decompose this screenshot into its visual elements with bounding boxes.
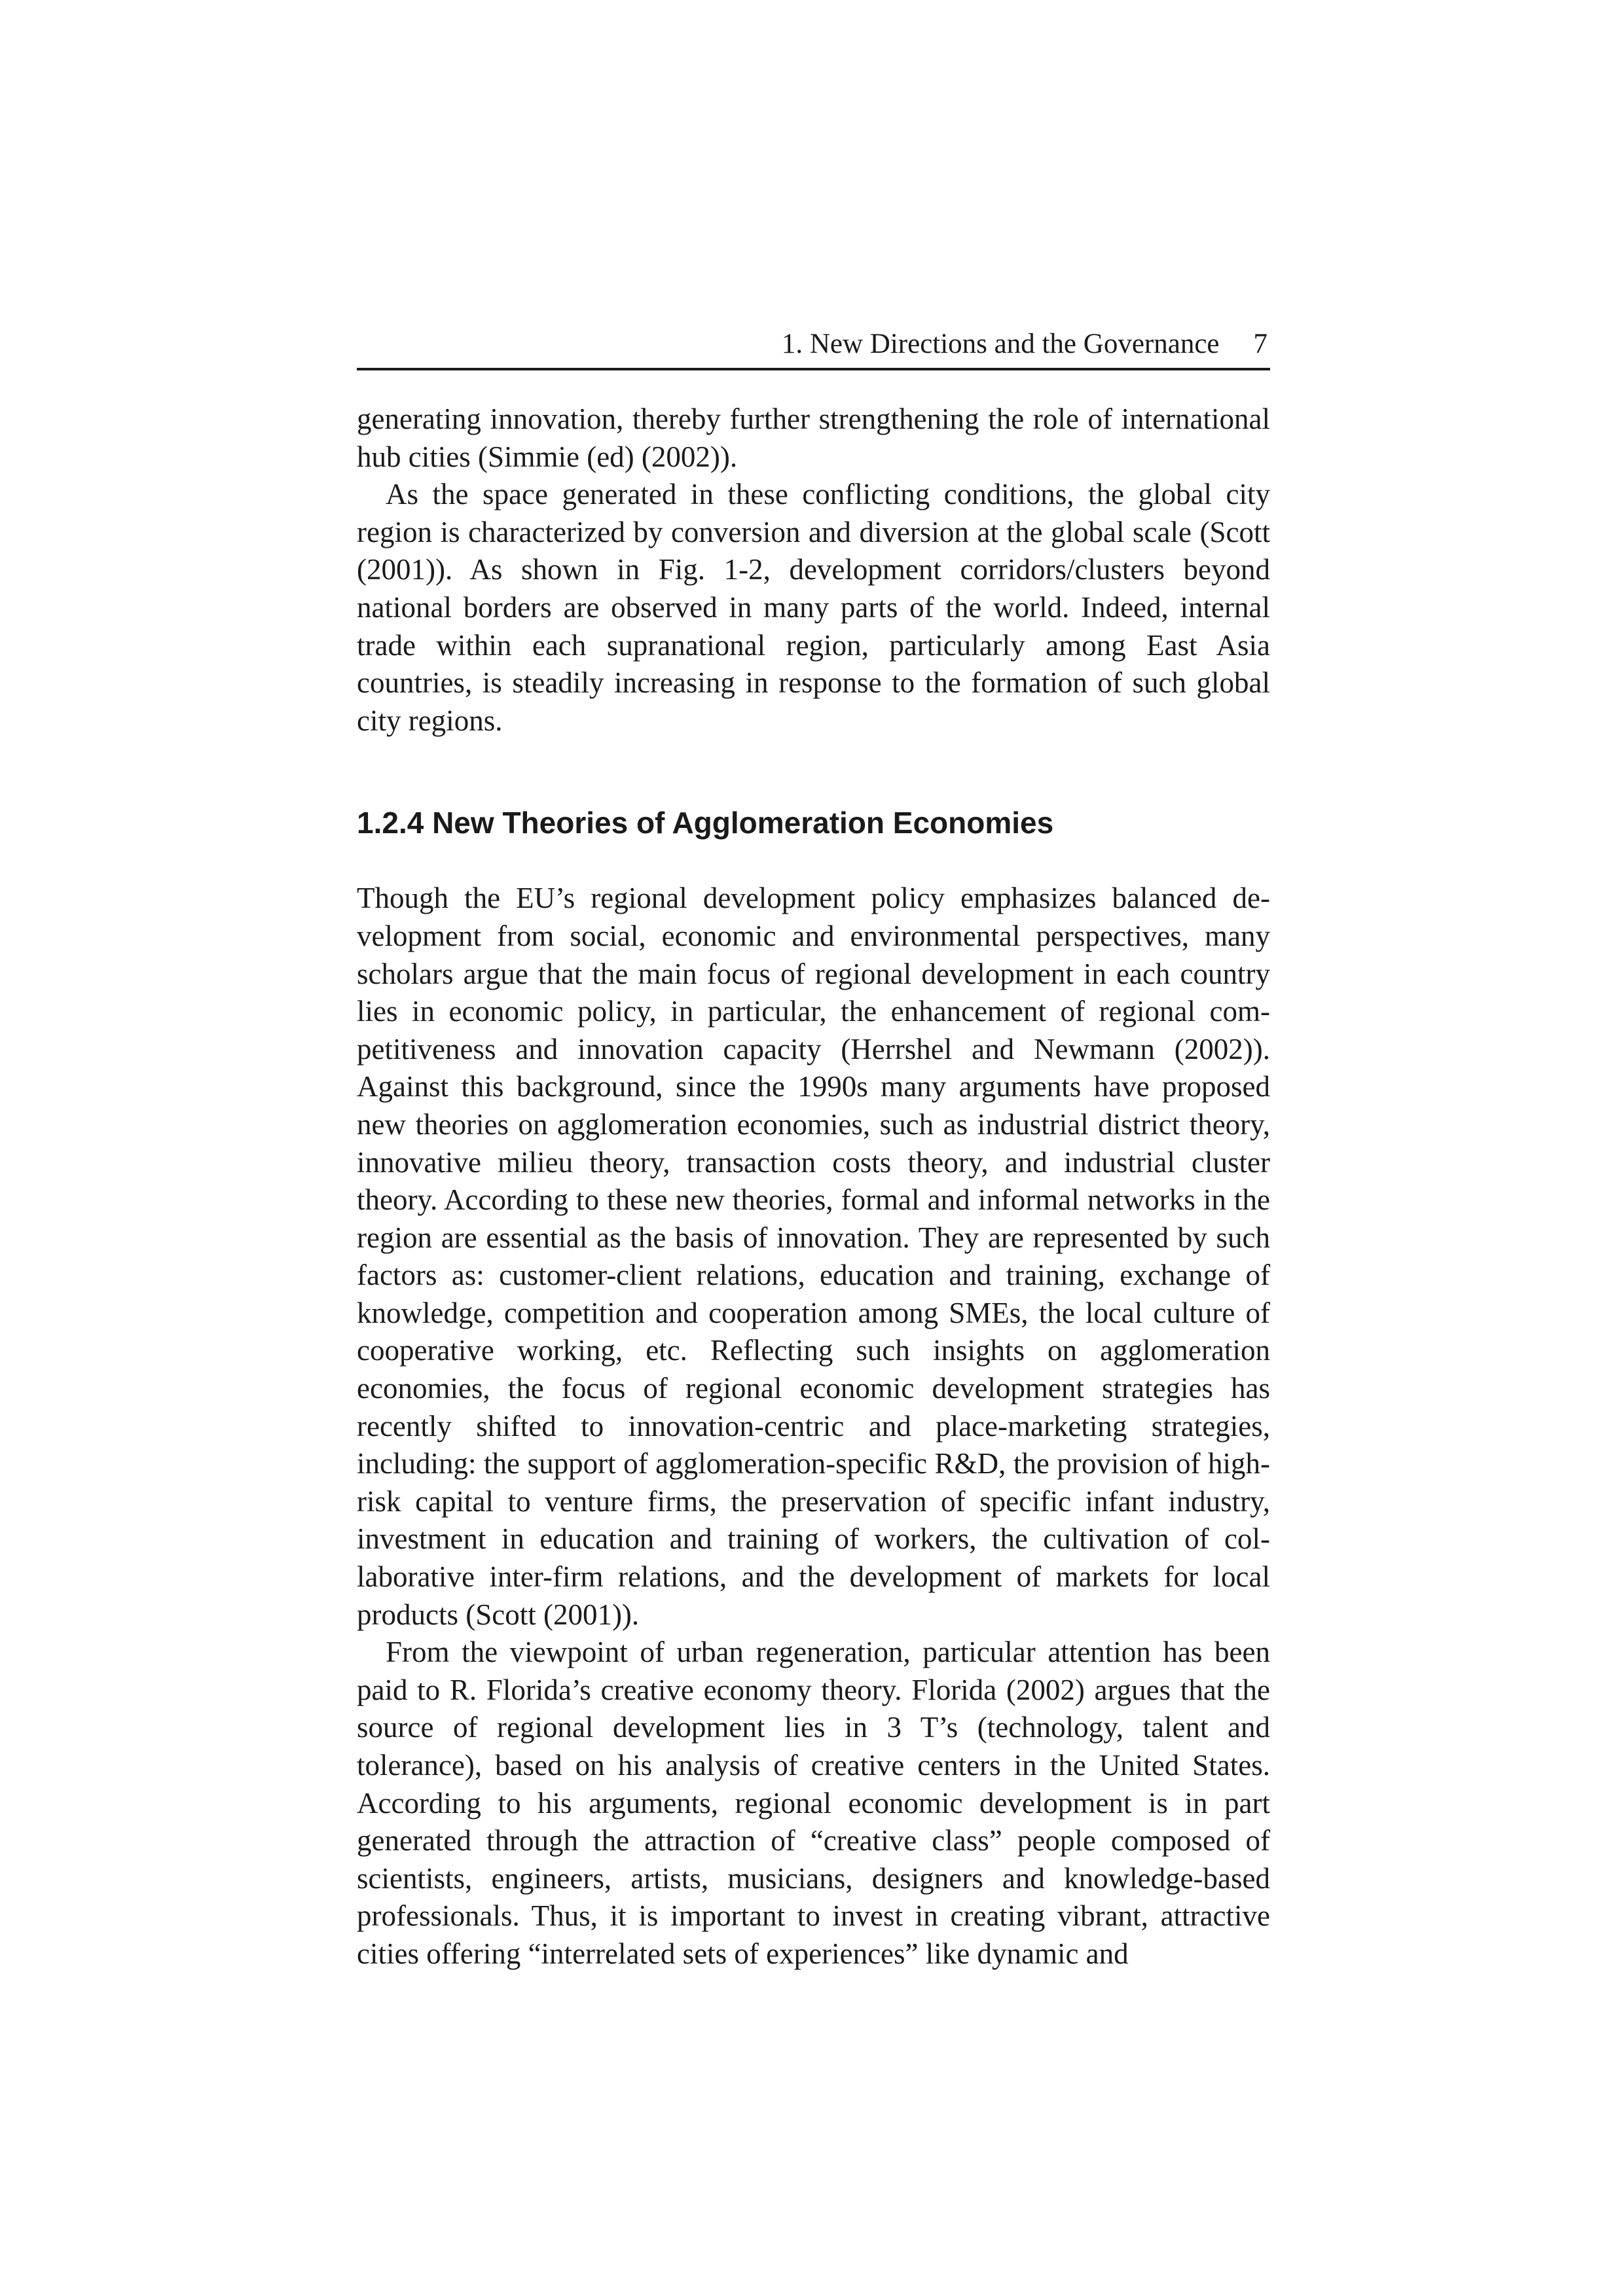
running-head-title: 1. New Directions and the Governance xyxy=(781,329,1220,359)
paragraph-creative-economy: From the viewpoint of urban regeneration, particular attention has been paid to R. Florida’s creative economy theory. Florida (2002) argues that the source of regional development lies in 3 T’s (technology, talent and tolerance), based on his analysis of creative centers in the United States. According to his arguments, regional economic development is in part generated through the attraction of “creative class” people composed of scientists, engineers, artists, musicians, designers and knowledge-based professionals. Thus, it is important to invest in creating vibrant, attractive cities offering “interrelated sets of experiences” like dynamic and xyxy=(357,1636,1270,1970)
book-page xyxy=(357,321,1270,1973)
paragraph-global-city-region: As the space generated in these conflicting conditions, the global city region is characterized by conversion and diversion at the global scale (Scott (2001)). As shown in Fig. 1-2, development corridors/clusters beyond national borders are observed in many parts of the world. Indeed, internal trade within each supranational region, particularly among East Asia countries, is steadily increasing in response to the formation of such global city regions. xyxy=(357,478,1270,737)
paragraph-continued: generating innovation, thereby further strengthening the role of international hub cities (Simmie (ed) (2002)). xyxy=(357,403,1270,473)
running-head xyxy=(357,321,1270,370)
body-text xyxy=(357,401,1270,1973)
page-number: 7 xyxy=(1253,329,1267,359)
paragraph-agglomeration-theories: Though the EU’s regional development policy emphasizes balanced development from social, economic and environmental perspectives, many scholars argue that the main focus of regional development in each country lies in economic policy, in particular, the enhancement of regional competitiveness and innovation capacity (Herrshel and Newmann (2002)). Against this background, since the 1990s many arguments have proposed new theories on agglomeration economies, such as industrial district theory, innovative milieu theory, transaction costs theory, and industrial cluster theory. According to these new theories, formal and informal networks in the region are essential as the basis of innovation. They are represented by such factors as: customer-client relations, education and training, exchange of knowledge, competition and cooperation among SMEs, the local culture of cooperative working, etc. Reflecting such insights on agglomeration economies, the focus of regional economic development strategies has recently shifted to innovation-centric and place-marketing strategies, including: the support of agglomeration-specific R&D, the provision of high-risk capital to venture firms, the preservation of specific infant industry, investment in education and training of workers, the cultivation of collaborative inter-firm relations, and the development of markets for local products (Scott (2001)). xyxy=(357,882,1270,1631)
section-heading: 1.2.4 New Theories of Agglomeration Economies xyxy=(357,806,1054,840)
